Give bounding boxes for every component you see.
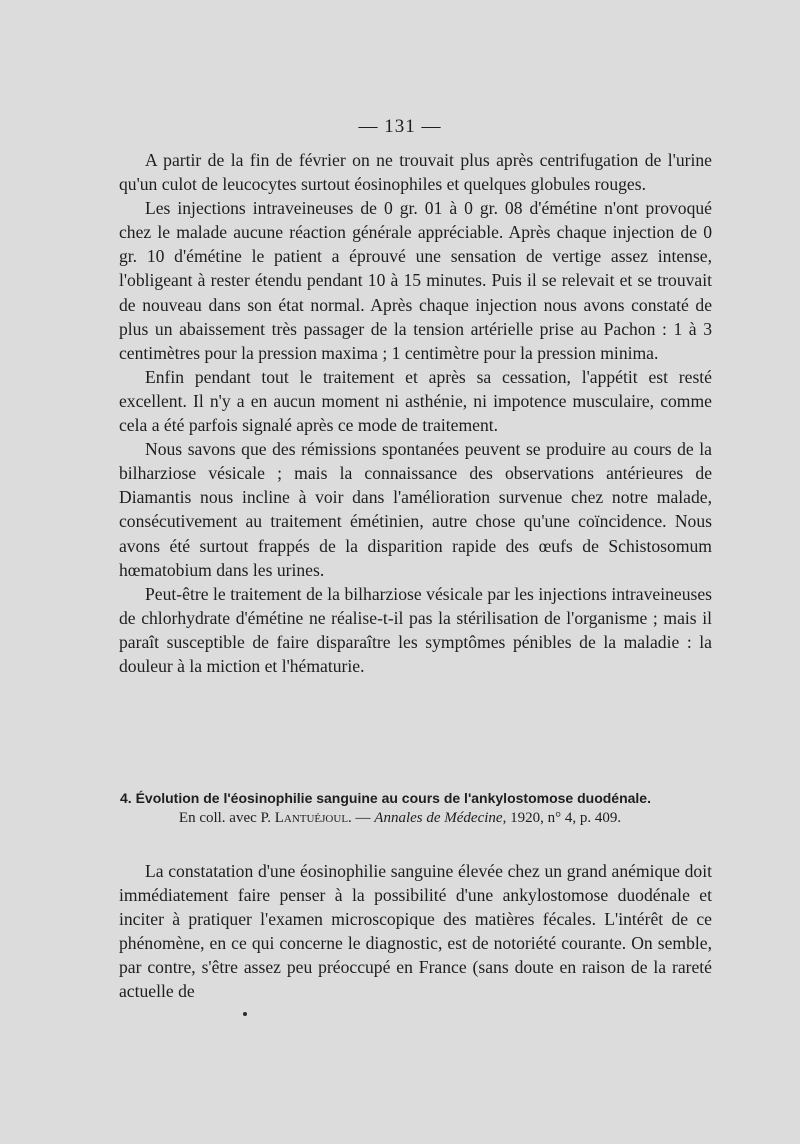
paragraph-remissions: Nous savons que des rémissions spontanées peuvent se produire au cours de la bilharziose vésicale ; mais la connaissance des observations antérieures de Diamantis nous incline à voir dans l'amélioration survenue chez notre malade, consécutivement au traitement émétinien, autre chose qu'une coïncidence. Nous avons été surtout frappés de la disparition rapide des œufs de Schistosomum hœmatobium dans les urines.	[119, 439, 712, 580]
citation-prefix: En coll. avec P.	[178, 810, 275, 826]
citation-author: Lantuéjoul	[274, 810, 349, 826]
citation-separator: . —	[348, 810, 375, 826]
section-heading: 4. Évolution de l'éosinophilie sanguine au cours de l'ankylostomose duodénale.	[120, 790, 651, 806]
citation-suffix: , 1920, n° 4, p. 409.	[502, 810, 622, 826]
page-number: — 131 —	[358, 116, 442, 137]
paper-speck	[243, 1012, 247, 1016]
body-text-bottom	[119, 859, 712, 1004]
paragraph-appetit: Enfin pendant tout le traitement et après sa cessation, l'appétit est resté excellent. Il n'y a en aucun moment ni asthénie, ni impotence musculaire, comme cela a été parfois signalé après ce mode de traitement.	[119, 366, 712, 436]
citation-line	[0, 808, 800, 828]
paragraph-conclusion: Peut-être le traitement de la bilharziose vésicale par les injections intraveineuses de chlorhydrate d'émétine ne réalise-t-il pas la stérilisation de l'organisme ; mais il paraît susceptible de faire disparaître les symptômes pénibles de la maladie : la douleur à la miction et l'hématurie.	[119, 583, 712, 676]
citation-journal: Annales de Médecine	[374, 810, 503, 826]
paragraph-injections: Les injections intraveineuses de 0 gr. 01 à 0 gr. 08 d'émétine n'ont provoqué chez le malade aucune réaction générale appréciable. Après chaque injection de 0 gr. 10 d'émétine le patient a éprouvé une sensation de vertige assez intense, l'obligeant à rester étendu pendant 10 à 15 minutes. Puis il se relevait et se trouvait de nouveau dans son état normal. Après chaque injection nous avons constaté de plus un abaissement très passager de la tension artérielle prise au Pachon : 1 à 3 centimètres pour la pression maxima ; 1 centimètre pour la pression minima.	[119, 198, 712, 363]
body-text-top	[119, 148, 712, 678]
paragraph-eosinophilie: La constatation d'une éosinophilie sanguine élevée chez un grand anémique doit immédiatement faire penser à la possibilité d'une ankylostomose duodénale et inciter à pratiquer l'examen microscopique des matières fécales. L'intérêt de ce phénomène, en ce qui concerne le diagnostic, est de notoriété courante. On semble, par contre, s'être assez peu préoccupé en France (sans doute en raison de la rareté actuelle de	[119, 861, 712, 1002]
paragraph-centrifugation: A partir de la fin de février on ne trouvait plus après centrifugation de l'urine qu'un culot de leucocytes surtout éosinophiles et quelques globules rouges.	[119, 150, 712, 195]
